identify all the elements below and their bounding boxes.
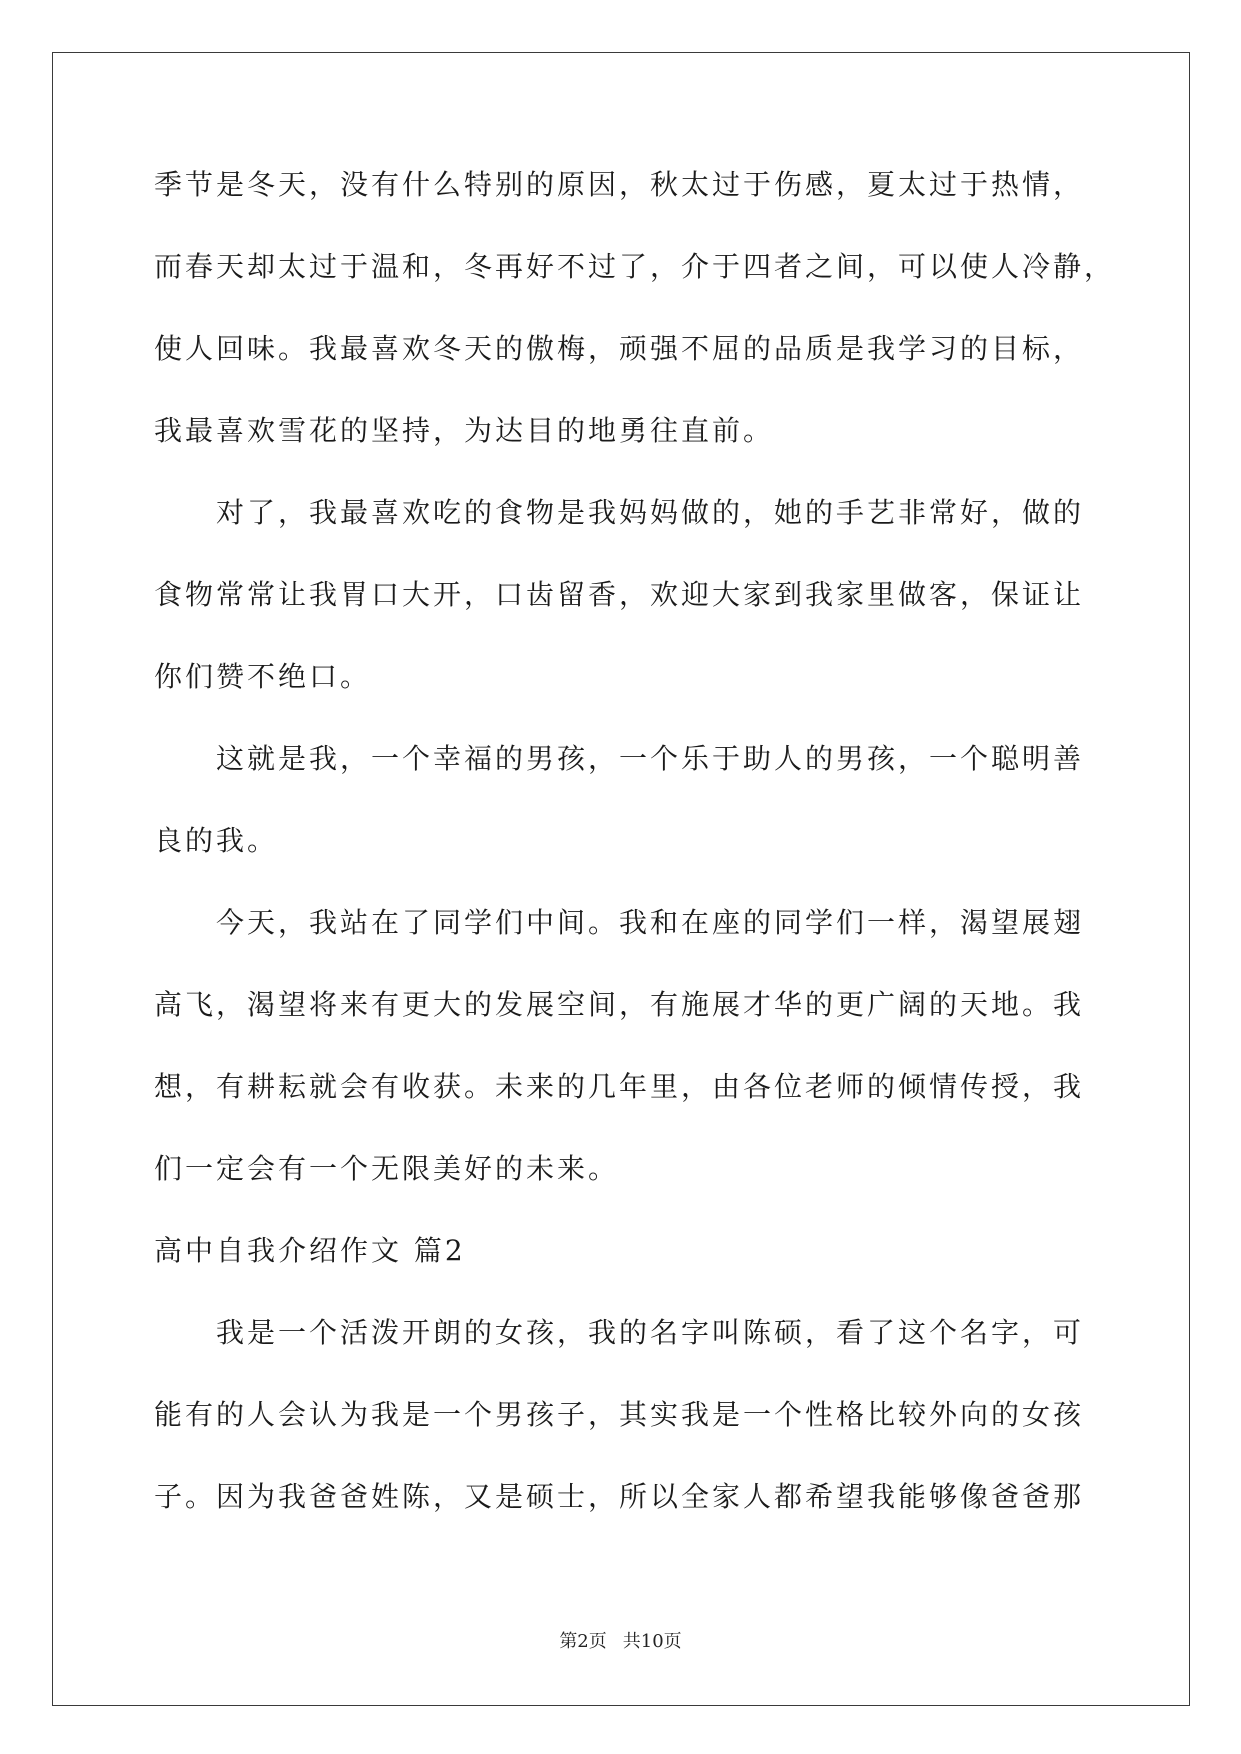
paragraph — [154, 882, 1144, 1210]
text-line: 今天，我站在了同学们中间。我和在座的同学们一样，渴望展翅 — [216, 906, 1085, 939]
paragraph — [154, 718, 1144, 882]
text-line: 这就是我，一个幸福的男孩，一个乐于助人的男孩，一个聪明善 — [216, 742, 1085, 775]
text-line: 而春天却太过于温和，冬再好不过了，介于四者之间，可以使人冷静， — [154, 250, 1116, 283]
page-footer — [0, 1628, 1241, 1656]
text-line: 季节是冬天，没有什么特别的原因，秋太过于伤感，夏太过于热情， — [154, 168, 1085, 201]
page-number: 第2页 — [559, 1631, 607, 1652]
paragraph — [154, 1292, 1144, 1538]
text-line: 们一定会有一个无限美好的未来。 — [154, 1152, 620, 1185]
text-line: 良的我。 — [154, 824, 279, 857]
document-body — [154, 144, 1144, 1538]
text-line: 我是一个活泼开朗的女孩，我的名字叫陈硕，看了这个名字，可 — [216, 1316, 1085, 1349]
text-line: 对了，我最喜欢吃的食物是我妈妈做的，她的手艺非常好，做的 — [216, 496, 1085, 529]
text-line: 我最喜欢雪花的坚持，为达目的地勇往直前。 — [154, 414, 775, 447]
text-line: 食物常常让我胃口大开，口齿留香，欢迎大家到我家里做客，保证让 — [154, 578, 1085, 611]
text-line: 高飞，渴望将来有更大的发展空间，有施展才华的更广阔的天地。我 — [154, 988, 1085, 1021]
text-line: 你们赞不绝口。 — [154, 660, 372, 693]
text-line: 能有的人会认为我是一个男孩子，其实我是一个性格比较外向的女孩 — [154, 1398, 1085, 1431]
page-total: 共10页 — [622, 1631, 682, 1652]
paragraph — [154, 472, 1144, 718]
section-heading: 高中自我介绍作文 篇2 — [154, 1234, 466, 1267]
text-line: 子。因为我爸爸姓陈，又是硕士，所以全家人都希望我能够像爸爸那 — [154, 1480, 1085, 1513]
paragraph — [154, 144, 1144, 472]
text-line: 想，有耕耘就会有收获。未来的几年里，由各位老师的倾情传授，我 — [154, 1070, 1085, 1103]
text-line: 使人回味。我最喜欢冬天的傲梅，顽强不屈的品质是我学习的目标， — [154, 332, 1085, 365]
